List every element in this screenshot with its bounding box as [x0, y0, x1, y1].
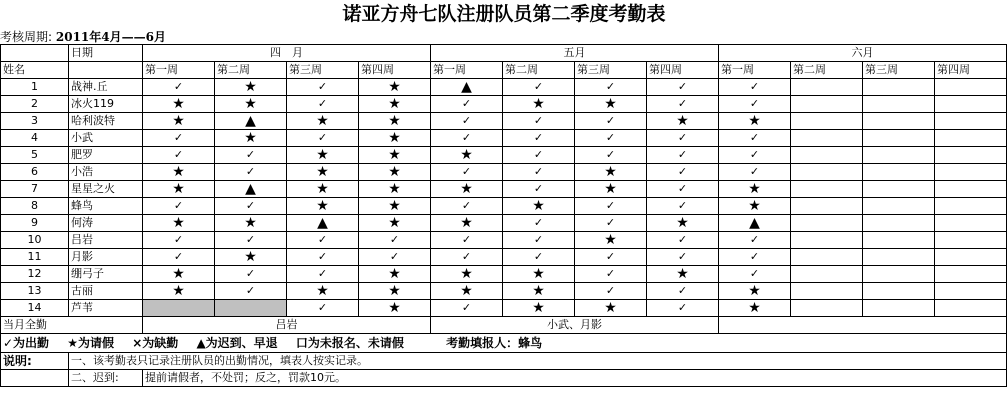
table-row	[1, 164, 1007, 181]
attendance-mark: ★	[647, 113, 719, 130]
attendance-cell-empty	[791, 215, 863, 232]
attendance-mark: ★	[431, 147, 503, 164]
note-blank	[1, 370, 69, 387]
attendance-cell-empty	[935, 113, 1007, 130]
attendance-mark: ★	[431, 215, 503, 232]
legend-unregistered: 口为未报名、未请假	[295, 336, 404, 350]
attendance-mark: ★	[143, 215, 215, 232]
attendance-mark: ★	[647, 215, 719, 232]
full-attendance-june	[719, 317, 1007, 334]
attendance-mark: ▲	[215, 181, 287, 198]
attendance-cell-empty	[863, 130, 935, 147]
attendance-cell-empty	[935, 181, 1007, 198]
attendance-mark: ▲	[431, 79, 503, 96]
attendance-mark: ✓	[431, 249, 503, 266]
attendance-cell-empty	[863, 147, 935, 164]
header-blank	[1, 45, 69, 62]
attendance-mark: ✓	[431, 164, 503, 181]
attendance-mark: ✓	[719, 96, 791, 113]
member-number: 6	[1, 164, 69, 181]
table-row	[1, 300, 1007, 317]
attendance-mark: ✓	[359, 232, 431, 249]
notes-label: 说明:	[1, 353, 69, 370]
attendance-cell-empty	[791, 164, 863, 181]
member-name: 吕岩	[69, 232, 143, 249]
attendance-mark: ✓	[503, 79, 575, 96]
attendance-mark: ★	[287, 198, 359, 215]
table-row	[1, 198, 1007, 215]
attendance-mark: ✓	[287, 232, 359, 249]
attendance-mark: ✓	[215, 147, 287, 164]
attendance-cell-empty	[791, 232, 863, 249]
attendance-cell-unfilled	[143, 300, 215, 317]
member-number: 1	[1, 79, 69, 96]
week-header: 第二周	[215, 62, 287, 79]
attendance-mark: ★	[431, 283, 503, 300]
attendance-mark: ✓	[719, 249, 791, 266]
header-month-may: 五月	[431, 45, 719, 62]
attendance-mark: ★	[719, 198, 791, 215]
attendance-mark: ★	[215, 249, 287, 266]
attendance-cell-empty	[791, 147, 863, 164]
attendance-mark: ★	[503, 283, 575, 300]
week-header: 第一周	[719, 62, 791, 79]
attendance-mark: ✓	[143, 130, 215, 147]
attendance-mark: ★	[575, 232, 647, 249]
week-header: 第三周	[575, 62, 647, 79]
attendance-mark: ✓	[575, 113, 647, 130]
member-number: 11	[1, 249, 69, 266]
attendance-mark: ✓	[575, 79, 647, 96]
attendance-mark: ✓	[647, 300, 719, 317]
member-name: 哈利波特	[69, 113, 143, 130]
attendance-mark: ★	[143, 164, 215, 181]
attendance-mark: ★	[287, 113, 359, 130]
attendance-mark: ✓	[647, 96, 719, 113]
attendance-mark: ★	[143, 113, 215, 130]
header-month-june: 六月	[719, 45, 1007, 62]
legend-present: ✓为出勤	[3, 336, 50, 350]
member-name: 战神.丘	[69, 79, 143, 96]
attendance-mark: ★	[359, 283, 431, 300]
member-name: 古丽	[69, 283, 143, 300]
attendance-mark: ★	[215, 96, 287, 113]
attendance-mark: ✓	[503, 232, 575, 249]
legend-row	[1, 334, 1007, 353]
attendance-cell-empty	[863, 79, 935, 96]
attendance-mark: ✓	[647, 249, 719, 266]
attendance-mark: ★	[719, 113, 791, 130]
attendance-cell-empty	[791, 96, 863, 113]
full-attendance-label: 当月全勤	[1, 317, 143, 334]
attendance-mark: ★	[287, 164, 359, 181]
attendance-mark: ✓	[719, 164, 791, 181]
attendance-cell-empty	[863, 266, 935, 283]
note-line-2-label: 二、迟到:	[69, 370, 143, 387]
attendance-mark: ★	[503, 198, 575, 215]
attendance-cell-empty	[935, 130, 1007, 147]
attendance-mark: ✓	[143, 198, 215, 215]
member-name: 何涛	[69, 215, 143, 232]
member-number: 7	[1, 181, 69, 198]
table-row	[1, 79, 1007, 96]
attendance-mark: ✓	[575, 198, 647, 215]
attendance-mark: ★	[575, 96, 647, 113]
header-row-weeks	[1, 62, 1007, 79]
attendance-mark: ✓	[215, 198, 287, 215]
member-name: 芦苇	[69, 300, 143, 317]
member-name: 小武	[69, 130, 143, 147]
attendance-mark: ★	[143, 283, 215, 300]
full-attendance-may: 小武、月影	[431, 317, 719, 334]
attendance-mark: ✓	[647, 79, 719, 96]
attendance-cell-empty	[863, 164, 935, 181]
member-number: 14	[1, 300, 69, 317]
attendance-mark: ★	[287, 181, 359, 198]
attendance-cell-empty	[935, 164, 1007, 181]
attendance-mark: ▲	[215, 113, 287, 130]
attendance-mark: ✓	[359, 249, 431, 266]
attendance-mark: ★	[503, 266, 575, 283]
attendance-mark: ✓	[431, 130, 503, 147]
member-name: 绷弓子	[69, 266, 143, 283]
table-row	[1, 266, 1007, 283]
attendance-cell-empty	[791, 300, 863, 317]
attendance-mark: ★	[431, 181, 503, 198]
attendance-cell-empty	[791, 79, 863, 96]
attendance-cell-empty	[935, 198, 1007, 215]
attendance-mark: ✓	[647, 147, 719, 164]
attendance-mark: ★	[215, 130, 287, 147]
attendance-mark: ✓	[647, 198, 719, 215]
table-row	[1, 215, 1007, 232]
member-number: 5	[1, 147, 69, 164]
attendance-mark: ▲	[719, 215, 791, 232]
attendance-mark: ✓	[575, 283, 647, 300]
header-blank-2	[69, 62, 143, 79]
attendance-mark: ✓	[503, 181, 575, 198]
attendance-mark: ★	[143, 96, 215, 113]
attendance-mark: ★	[359, 79, 431, 96]
week-header: 第一周	[431, 62, 503, 79]
member-number: 12	[1, 266, 69, 283]
attendance-cell-empty	[863, 96, 935, 113]
attendance-mark: ✓	[575, 215, 647, 232]
attendance-mark: ★	[359, 215, 431, 232]
note-line-1: 一、该考勤表只记录注册队员的出勤情况，填表人按实记录。	[69, 353, 1007, 370]
attendance-cell-empty	[791, 283, 863, 300]
attendance-mark: ✓	[647, 232, 719, 249]
attendance-cell-empty	[791, 266, 863, 283]
attendance-cell-empty	[863, 249, 935, 266]
member-number: 4	[1, 130, 69, 147]
attendance-mark: ✓	[647, 130, 719, 147]
attendance-mark: ★	[287, 147, 359, 164]
attendance-mark: ★	[431, 266, 503, 283]
table-row	[1, 130, 1007, 147]
attendance-mark: ★	[359, 147, 431, 164]
note-row-2	[1, 370, 1007, 387]
header-name: 姓名	[1, 62, 69, 79]
member-name: 月影	[69, 249, 143, 266]
header-row-months	[1, 45, 1007, 62]
attendance-cell-empty	[863, 300, 935, 317]
attendance-cell-empty	[863, 283, 935, 300]
attendance-cell-empty	[935, 249, 1007, 266]
attendance-mark: ✓	[143, 79, 215, 96]
table-row	[1, 113, 1007, 130]
member-number: 13	[1, 283, 69, 300]
attendance-mark: ✓	[287, 79, 359, 96]
attendance-mark: ✓	[719, 266, 791, 283]
attendance-mark: ★	[359, 181, 431, 198]
attendance-mark: ✓	[287, 249, 359, 266]
attendance-mark: ★	[575, 164, 647, 181]
attendance-mark: ✓	[143, 232, 215, 249]
attendance-cell-empty	[863, 232, 935, 249]
full-attendance-row	[1, 317, 1007, 334]
attendance-mark: ✓	[647, 283, 719, 300]
attendance-cell-empty	[863, 215, 935, 232]
attendance-mark: ★	[215, 215, 287, 232]
attendance-mark: ✓	[215, 232, 287, 249]
member-name: 冰火119	[69, 96, 143, 113]
attendance-mark: ✓	[503, 249, 575, 266]
attendance-mark: ★	[359, 130, 431, 147]
attendance-mark: ✓	[215, 266, 287, 283]
attendance-mark: ✓	[575, 266, 647, 283]
attendance-mark: ✓	[575, 249, 647, 266]
full-attendance-april: 吕岩	[143, 317, 431, 334]
attendance-mark: ★	[575, 300, 647, 317]
legend-recorder: 考勤填报人：蜂鸟	[446, 336, 543, 350]
attendance-mark: ✓	[431, 300, 503, 317]
member-number: 10	[1, 232, 69, 249]
attendance-mark: ★	[359, 96, 431, 113]
attendance-mark: ★	[359, 113, 431, 130]
week-header: 第一周	[143, 62, 215, 79]
attendance-mark: ✓	[431, 232, 503, 249]
week-header: 第三周	[863, 62, 935, 79]
attendance-cell-empty	[863, 198, 935, 215]
attendance-mark: ✓	[431, 113, 503, 130]
member-number: 9	[1, 215, 69, 232]
attendance-mark: ✓	[575, 130, 647, 147]
attendance-cell-empty	[863, 181, 935, 198]
attendance-mark: ✓	[287, 130, 359, 147]
table-row	[1, 147, 1007, 164]
attendance-cell-empty	[791, 130, 863, 147]
period-value: 2011年4月——6月	[55, 30, 166, 44]
note-line-2: 提前请假者，不处罚；反之，罚款10元。	[143, 370, 1007, 387]
attendance-mark: ✓	[503, 215, 575, 232]
attendance-mark: ★	[503, 300, 575, 317]
week-header: 第二周	[503, 62, 575, 79]
attendance-mark: ✓	[719, 130, 791, 147]
member-name: 肥罗	[69, 147, 143, 164]
week-header: 第四周	[647, 62, 719, 79]
attendance-mark: ✓	[575, 147, 647, 164]
note-row-1	[1, 353, 1007, 370]
sheet-title: 诺亚方舟七队注册队员第二季度考勤表	[342, 3, 666, 25]
attendance-mark: ✓	[719, 232, 791, 249]
attendance-mark: ★	[143, 266, 215, 283]
attendance-mark: ✓	[431, 96, 503, 113]
attendance-mark: ★	[215, 79, 287, 96]
member-name: 小浩	[69, 164, 143, 181]
table-row	[1, 181, 1007, 198]
attendance-mark: ★	[503, 96, 575, 113]
attendance-mark: ✓	[503, 147, 575, 164]
attendance-cell-empty	[935, 96, 1007, 113]
header-month-april: 四 月	[143, 45, 431, 62]
attendance-mark: ✓	[719, 79, 791, 96]
attendance-cell-unfilled	[215, 300, 287, 317]
attendance-mark: ★	[575, 181, 647, 198]
table-row	[1, 249, 1007, 266]
attendance-mark: ✓	[143, 249, 215, 266]
attendance-cell-empty	[935, 147, 1007, 164]
attendance-mark: ★	[719, 300, 791, 317]
attendance-mark: ★	[143, 181, 215, 198]
week-header: 第四周	[935, 62, 1007, 79]
week-header: 第四周	[359, 62, 431, 79]
attendance-mark: ✓	[719, 147, 791, 164]
header-date: 日期	[69, 45, 143, 62]
attendance-cell-empty	[935, 283, 1007, 300]
attendance-cell-empty	[791, 181, 863, 198]
member-number: 8	[1, 198, 69, 215]
attendance-mark: ★	[359, 164, 431, 181]
attendance-cell-empty	[791, 113, 863, 130]
attendance-mark: ✓	[287, 266, 359, 283]
member-name: 蜂鸟	[69, 198, 143, 215]
attendance-mark: ★	[647, 266, 719, 283]
table-row	[1, 232, 1007, 249]
legend-cell	[1, 334, 1007, 353]
attendance-mark: ✓	[503, 113, 575, 130]
attendance-mark: ✓	[143, 147, 215, 164]
attendance-mark: ✓	[215, 164, 287, 181]
attendance-cell-empty	[863, 113, 935, 130]
member-number: 2	[1, 96, 69, 113]
attendance-mark: ✓	[287, 300, 359, 317]
attendance-cell-empty	[791, 198, 863, 215]
week-header: 第三周	[287, 62, 359, 79]
attendance-mark: ▲	[287, 215, 359, 232]
attendance-mark: ✓	[215, 283, 287, 300]
legend-absent: ×为缺勤	[132, 336, 179, 350]
legend-late: ▲为迟到、早退	[196, 336, 278, 350]
period-label: 考核周期:	[0, 30, 53, 44]
attendance-mark: ✓	[647, 181, 719, 198]
attendance-mark: ✓	[287, 96, 359, 113]
attendance-mark: ★	[359, 300, 431, 317]
member-number: 3	[1, 113, 69, 130]
attendance-mark: ✓	[647, 164, 719, 181]
attendance-cell-empty	[935, 79, 1007, 96]
attendance-cell-empty	[791, 249, 863, 266]
week-header: 第二周	[791, 62, 863, 79]
table-row	[1, 283, 1007, 300]
attendance-mark: ★	[719, 181, 791, 198]
attendance-mark: ★	[359, 266, 431, 283]
attendance-mark: ★	[719, 283, 791, 300]
legend-leave: ★为请假	[67, 336, 115, 350]
attendance-cell-empty	[935, 266, 1007, 283]
attendance-mark: ✓	[503, 164, 575, 181]
table-row	[1, 96, 1007, 113]
attendance-cell-empty	[935, 300, 1007, 317]
attendance-mark: ✓	[431, 198, 503, 215]
attendance-cell-empty	[935, 232, 1007, 249]
attendance-mark: ★	[359, 198, 431, 215]
attendance-mark: ★	[287, 283, 359, 300]
member-name: 星星之火	[69, 181, 143, 198]
attendance-mark: ✓	[503, 130, 575, 147]
attendance-cell-empty	[935, 215, 1007, 232]
attendance-table	[0, 44, 1007, 387]
